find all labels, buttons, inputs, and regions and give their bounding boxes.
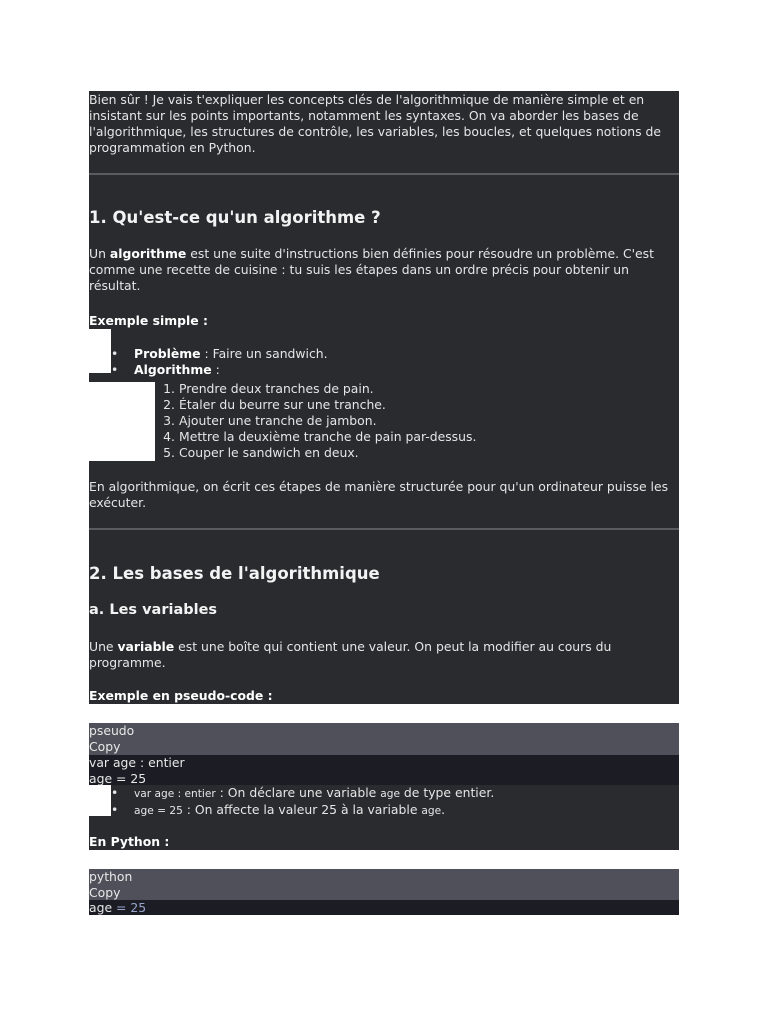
code-line: age = 25 <box>89 900 147 915</box>
list-gutter <box>89 329 111 373</box>
pseudo-example-title: Exemple en pseudo-code : <box>89 688 273 703</box>
list-item: • Algorithme : <box>111 362 220 377</box>
inline-code: age <box>421 805 442 817</box>
python-code-body <box>89 900 679 915</box>
inline-code: var age : entier <box>134 788 216 800</box>
ordered-list-gutter <box>89 382 155 461</box>
section-1-title: 1. Qu'est-ce qu'un algorithme ? <box>89 208 381 227</box>
pseudo-code-body <box>89 755 679 785</box>
pseudo-explanation <box>89 785 679 850</box>
list-item: • age = 25 : On affecte la valeur 25 à la variable age. <box>111 802 446 817</box>
inline-code: age = 25 <box>134 805 183 817</box>
list-item: 4. Mettre la deuxième tranche de pain par-dessus. <box>163 429 477 444</box>
term-variable: variable <box>117 639 175 654</box>
code-language-label: python <box>89 869 133 884</box>
example-title: Exemple simple : <box>89 313 208 328</box>
python-example-title: En Python : <box>89 834 170 849</box>
list-item: 5. Couper le sandwich en deux. <box>163 445 359 460</box>
list-gutter <box>89 785 111 816</box>
intro-paragraph: Bien sûr ! Je vais t'expliquer les concepts clés de l'algorithmique de manière simple et en insistant sur les points importants, notamment les syntaxes. On va aborder les bases de l'algorithmique, les structures de contrôle, les variables, les boucles, et quelques notions de programmation en Python. <box>89 92 662 155</box>
copy-button[interactable]: Copy <box>89 738 121 754</box>
section-2 <box>89 530 679 704</box>
variable-definition: Une variable est une boîte qui contient une valeur. On peut la modifier au cours du programme. <box>89 639 612 670</box>
section-1-conclusion: En algorithmique, on écrit ces étapes de manière structurée pour qu'un ordinateur puisse les exécuter. <box>89 479 669 510</box>
section-1 <box>89 175 679 528</box>
list-item: • var age : entier : On déclare une variable age de type entier. <box>111 785 495 800</box>
inline-code: age <box>380 788 400 800</box>
code-language-label: pseudo <box>89 723 135 738</box>
example-bullet-list <box>111 346 328 378</box>
intro-block <box>89 91 679 173</box>
list-item: 2. Étaler du beurre sur une tranche. <box>163 397 386 412</box>
code-line: var age : entier <box>89 755 185 770</box>
subsection-variables-title: a. Les variables <box>89 602 218 618</box>
list-item: • Problème : Faire un sandwich. <box>111 346 328 361</box>
pseudo-explanation-list <box>111 785 495 819</box>
python-code-header <box>89 869 679 900</box>
copy-button[interactable]: Copy <box>89 884 121 900</box>
algorithm-definition: Un algorithme est une suite d'instructions bien définies pour résoudre un problème. C'est comme une recette de cuisine : tu suis les étapes dans un ordre précis pour obtenir un résultat. <box>89 246 654 293</box>
list-item: 1. Prendre deux tranches de pain. <box>163 381 374 396</box>
sandwich-steps <box>163 381 477 461</box>
section-2-title: 2. Les bases de l'algorithmique <box>89 564 380 583</box>
code-line: age = 25 <box>89 770 147 786</box>
list-item: 3. Ajouter une tranche de jambon. <box>163 413 377 428</box>
term-algorithme: algorithme <box>109 246 187 261</box>
pseudo-code-header <box>89 723 679 755</box>
